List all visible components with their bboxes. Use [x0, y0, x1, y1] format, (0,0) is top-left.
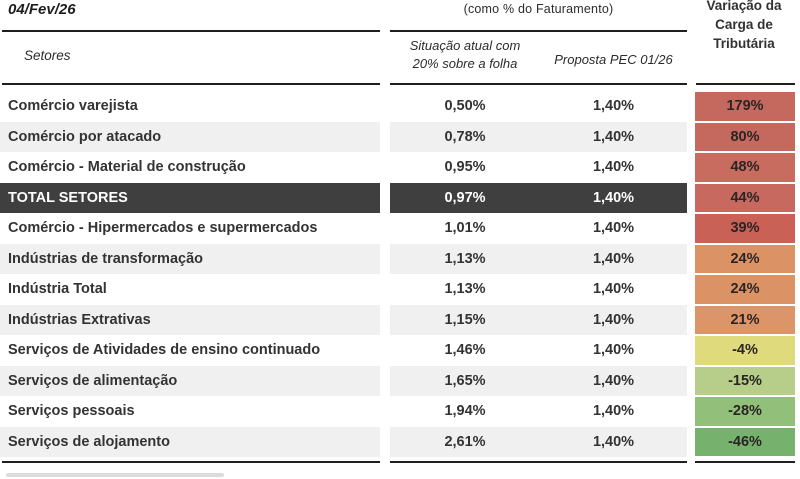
proposta-value: 1,40%	[592, 281, 635, 298]
sector-name: Serviços de alojamento	[8, 433, 170, 450]
column-gap	[380, 91, 390, 122]
variation-value: 44%	[730, 189, 760, 206]
situacao-value: 1,13%	[444, 281, 486, 298]
column-gap	[380, 244, 390, 275]
column-gap	[687, 427, 695, 458]
variation-badge	[695, 367, 795, 396]
proposta-value: 1,40%	[592, 128, 635, 145]
column-gap	[380, 427, 390, 458]
column-gap	[380, 183, 390, 214]
sector-name: Indústria Total	[8, 281, 107, 298]
sector-name-cell	[0, 274, 380, 305]
variation-badge	[695, 336, 795, 365]
column-gap	[687, 183, 695, 214]
values-cell	[390, 244, 687, 275]
sector-name-cell	[0, 305, 380, 336]
column-gap	[380, 274, 390, 305]
bottom-rule-center	[390, 461, 687, 463]
sector-name: Comércio - Material de construção	[8, 159, 246, 176]
variation-value: -4%	[732, 342, 758, 359]
variation-value: -15%	[728, 372, 762, 389]
sector-name: Serviços de Atividades de ensino continuado	[8, 342, 321, 359]
variation-badge	[695, 153, 795, 182]
variation-value: 24%	[730, 250, 760, 267]
situacao-value: 1,94%	[444, 403, 486, 420]
values-cell	[390, 366, 687, 397]
values-cell	[390, 335, 687, 366]
table-row	[0, 91, 800, 122]
top-rule-left	[2, 30, 380, 32]
variation-badge	[695, 184, 795, 213]
column-gap	[380, 122, 390, 153]
column-gap	[687, 152, 695, 183]
column-gap	[380, 396, 390, 427]
variation-value: 24%	[730, 281, 760, 298]
situacao-value: 0,95%	[444, 159, 486, 176]
proposta-value: 1,40%	[592, 189, 635, 206]
table-row	[0, 335, 800, 366]
values-cell	[390, 213, 687, 244]
variation-badge	[695, 214, 795, 243]
sector-name-cell	[0, 91, 380, 122]
values-cell	[390, 305, 687, 336]
sector-name: Serviços pessoais	[8, 403, 135, 420]
column-gap	[380, 335, 390, 366]
table-row	[0, 183, 800, 214]
column-gap	[380, 305, 390, 336]
situacao-value: 1,65%	[444, 372, 486, 389]
column-gap	[687, 396, 695, 427]
column-gap	[687, 335, 695, 366]
variation-title-line1: Variação da	[706, 0, 782, 13]
table-row	[0, 244, 800, 275]
variation-badge	[695, 428, 795, 457]
proposta-value: 1,40%	[592, 403, 635, 420]
values-cell	[390, 396, 687, 427]
proposta-value: 1,40%	[592, 342, 635, 359]
situacao-column-header	[388, 37, 542, 73]
sector-name: Comércio varejista	[8, 98, 138, 115]
proposta-value: 1,40%	[592, 159, 635, 176]
group-title: (como % do Faturamento)	[463, 2, 614, 16]
variation-title-line2: Carga de	[715, 17, 773, 32]
column-gap	[380, 152, 390, 183]
values-cell	[390, 91, 687, 122]
setores-column-header: Setores	[24, 48, 71, 63]
variation-badge	[695, 92, 795, 121]
values-cell	[390, 427, 687, 458]
sector-name: Serviços de alimentação	[8, 372, 178, 389]
sector-name: Comércio - Hipermercados e supermercados	[8, 220, 318, 237]
column-gap	[380, 213, 390, 244]
sector-name-cell	[0, 244, 380, 275]
table-row	[0, 152, 800, 183]
bottom-rule-right	[695, 461, 795, 463]
situacao-value: 1,15%	[444, 311, 486, 328]
situacao-value: 0,97%	[444, 189, 486, 206]
column-gap	[687, 274, 695, 305]
header-rule-center	[390, 83, 687, 85]
proposta-value: 1,40%	[592, 372, 635, 389]
variation-value: 48%	[730, 159, 760, 176]
sector-name-cell	[0, 152, 380, 183]
variation-value: 21%	[730, 311, 760, 328]
sector-name-cell	[0, 122, 380, 153]
header-rule-right	[696, 83, 795, 85]
sector-name: TOTAL SETORES	[8, 189, 128, 206]
proposta-value: 1,40%	[592, 250, 635, 267]
proposta-value: 1,40%	[592, 311, 635, 328]
situacao-value: 0,50%	[444, 98, 486, 115]
report-date: 04/Fev/26	[8, 1, 76, 18]
column-gap	[687, 305, 695, 336]
bottom-rule-left	[2, 461, 380, 463]
values-cell	[390, 122, 687, 153]
variation-column-title	[690, 0, 798, 53]
sector-name-cell	[0, 335, 380, 366]
variation-badge	[695, 397, 795, 426]
table-body	[0, 91, 800, 457]
column-gap	[380, 366, 390, 397]
table-row	[0, 213, 800, 244]
sector-name-cell	[0, 183, 380, 214]
variation-badge	[695, 275, 795, 304]
column-gap	[687, 366, 695, 397]
proposta-value: 1,40%	[592, 220, 635, 237]
variation-value: 80%	[730, 128, 760, 145]
proposta-value: 1,40%	[592, 433, 635, 450]
situacao-value: 2,61%	[444, 433, 486, 450]
variation-badge	[695, 306, 795, 335]
column-gap	[687, 91, 695, 122]
sector-name: Indústrias de transformação	[8, 250, 203, 267]
variation-value: -28%	[728, 403, 762, 420]
variation-badge	[695, 123, 795, 152]
cut-off-footnote	[6, 473, 224, 477]
top-rule-center	[390, 30, 687, 32]
header-rule-left	[2, 83, 380, 85]
variation-value: 179%	[726, 98, 764, 115]
values-cell	[390, 152, 687, 183]
situacao-value: 1,01%	[444, 220, 486, 237]
table-row	[0, 366, 800, 397]
column-gap	[687, 244, 695, 275]
sector-name-cell	[0, 396, 380, 427]
column-gap	[687, 213, 695, 244]
table-row	[0, 305, 800, 336]
situacao-value: 1,13%	[444, 250, 486, 267]
proposta-value: 1,40%	[592, 98, 635, 115]
values-cell	[390, 274, 687, 305]
situacao-value: 1,46%	[444, 342, 486, 359]
column-gap	[687, 122, 695, 153]
situacao-value: 0,78%	[444, 128, 486, 145]
table-row	[0, 274, 800, 305]
proposta-column-header: Proposta PEC 01/26	[554, 52, 673, 67]
sector-name-cell	[0, 213, 380, 244]
sector-name: Comércio por atacado	[8, 128, 162, 145]
situacao-header-line2: 20% sobre a folha	[412, 56, 518, 71]
table-row	[0, 396, 800, 427]
table-row	[0, 122, 800, 153]
situacao-header-line1: Situação atual com	[409, 38, 521, 53]
sector-name-cell	[0, 427, 380, 458]
values-cell	[390, 183, 687, 214]
variation-badge	[695, 245, 795, 274]
variation-value: -46%	[728, 433, 762, 450]
sector-name-cell	[0, 366, 380, 397]
variation-value: 39%	[730, 220, 760, 237]
variation-title-line3: Tributária	[713, 36, 775, 51]
table-row	[0, 427, 800, 458]
sector-name: Indústrias Extrativas	[8, 311, 151, 328]
